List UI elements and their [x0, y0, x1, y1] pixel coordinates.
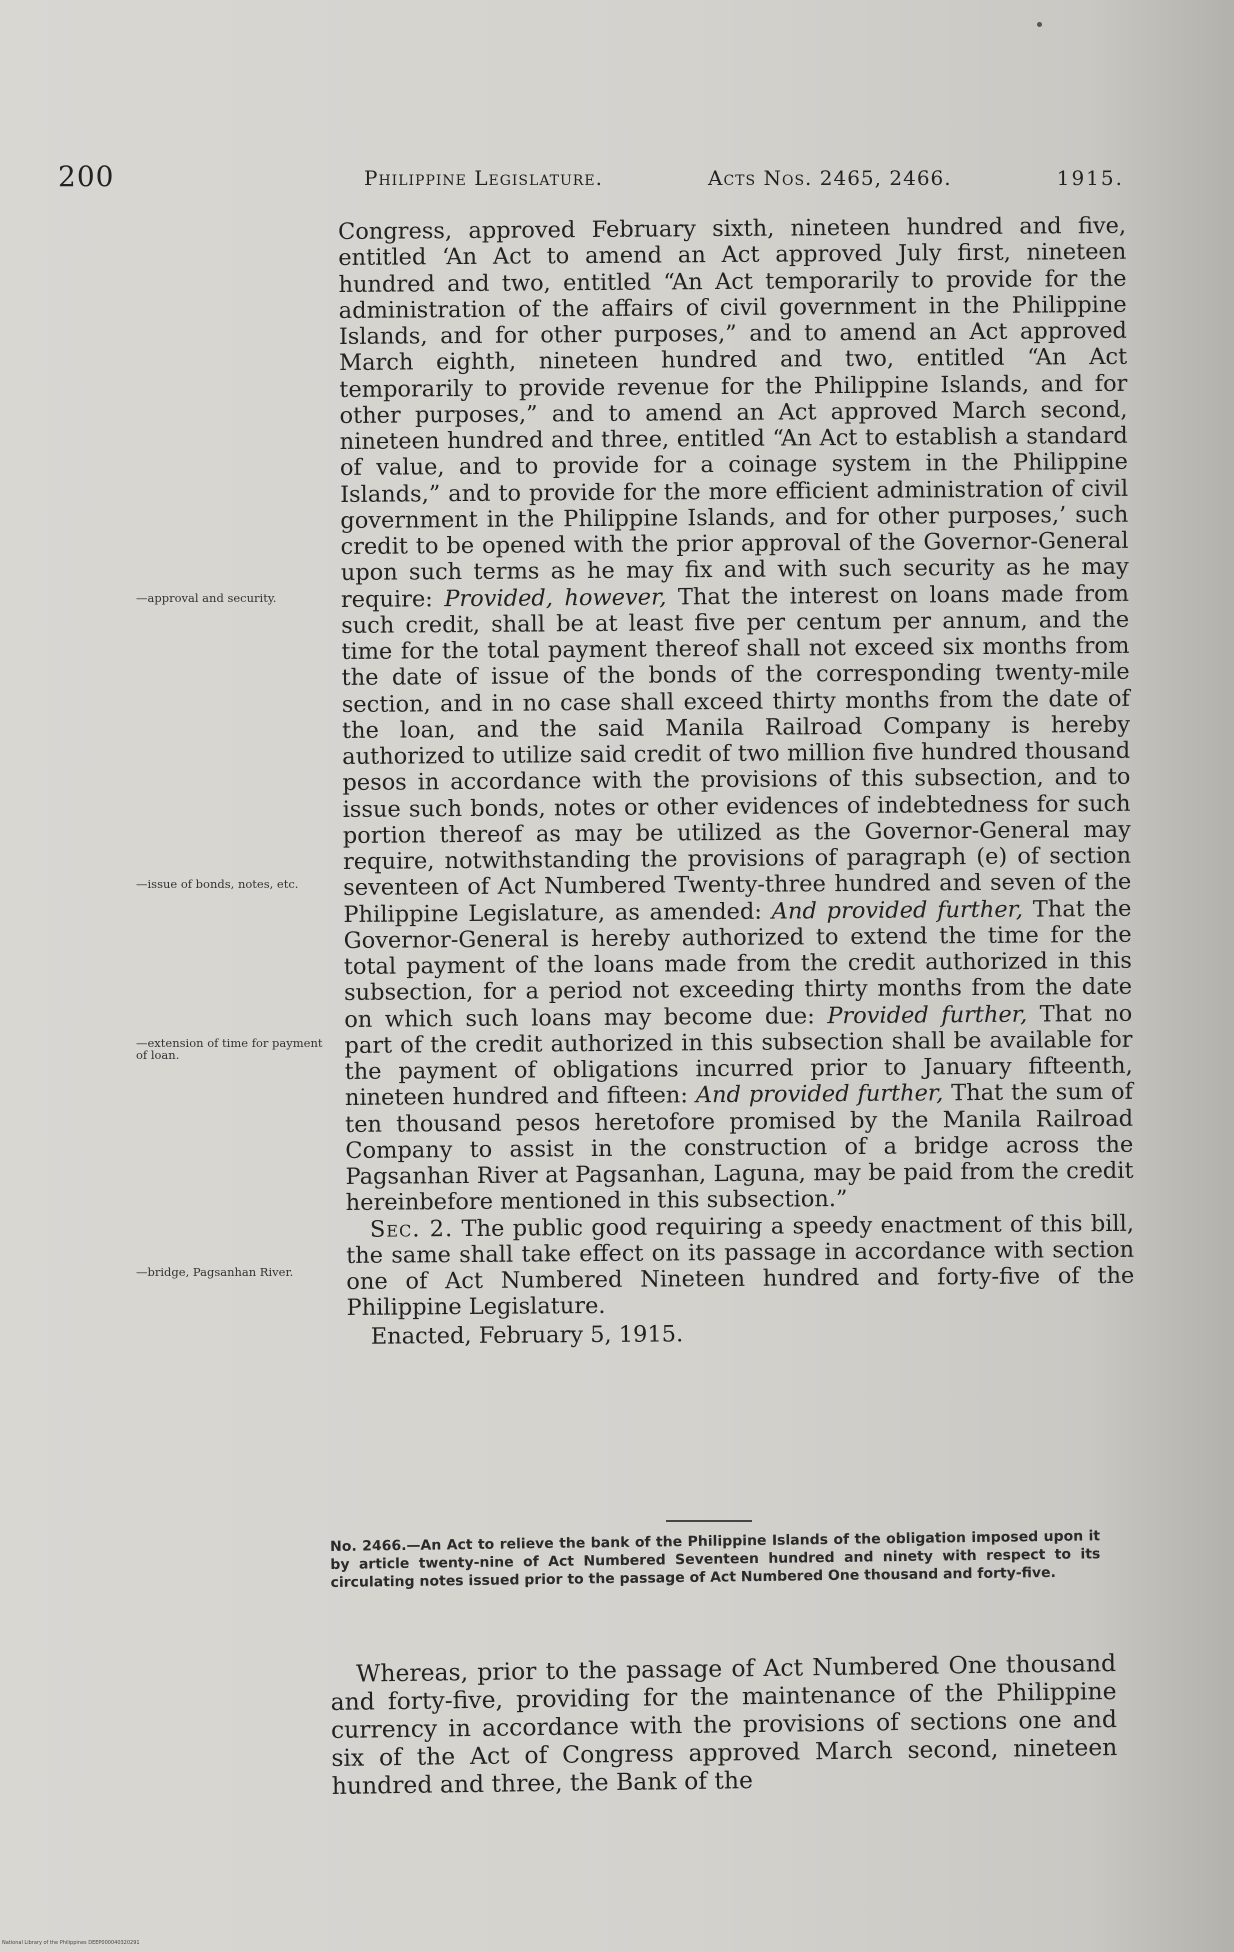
main-text: [338, 213, 1135, 1350]
para-text: That the interest on loans made from such credit, shall be at least five per centum per annum, and the time for the total payment thereof shall not exceed six months from the date of issue of the bonds of the corresponding twenty-mile section, and in no case shall exceed thirty months from the date of the loan, and the said Manila Railroad Company is hereby authorized to utilize said credit of two million five hundred thousand pesos in accordance with the provisions of this subsection, and to issue such bonds, notes or other evidences of indebtedness for such portion thereof as may be utilized as the Governor-General may require, notwithstanding the provisions of paragraph (e) of section seventeen of Act Numbered Twenty-three hundred and seven of the Philippine Legislature, as amended:: [341, 580, 1132, 928]
proviso: And provided further,: [695, 1080, 944, 1109]
section-divider: [666, 1520, 752, 1522]
proviso: And provided further,: [771, 896, 1024, 925]
section-2: [346, 1210, 1135, 1321]
para-text: That the sum of ten thousand pesos heretofore promised by the Manila Railroad Company to assist in the construction of a bridge across the Pagsanhan River at Pagsanhan, Laguna, may be paid from the credit hereinbefore mentioned in this subsection.”: [345, 1079, 1134, 1217]
enacted-date: Enacted, February 5, 1915.: [370, 1320, 684, 1350]
running-head: [364, 166, 1124, 190]
act-2466-heading: No. 2466.—An Act to relieve the bank of the Philippine Islands of the obligation imposed upon it by article twenty-nine of Act Numbered Seventeen hundred and ninety with respect to its circulating notes issued prior to the passage of Act Numbered One thousand and forty-five.: [330, 1528, 1101, 1591]
section-label: Sec. 2.: [369, 1215, 454, 1243]
proviso: Provided further,: [827, 1001, 1028, 1029]
paper-speck: [1037, 22, 1042, 27]
running-head-title: Philippine Legislature.: [364, 166, 603, 190]
side-note-extension: —extension of time for payment of loan.: [136, 1036, 323, 1062]
para-text: Congress, approved February sixth, nineteen hundred and five, entitled ‘An Act to amend an Act approved July first, nineteen hundred and two, entitled “An Act temporarily to provide for the administration of the affairs of civil government in the Philippine Islands, and for other purposes,” and to amend an Act approved March eighth, nineteen hundred and two, entitled “An Act temporarily to provide revenue for the Philippine Islands, and for other purposes,” and to amend an Act approved March second, nineteen hundred and three, entitled “An Act to establish a standard of value, and to provide for a coinage system in the Philippine Islands,” and to provide for the more efficient administration of civil government in the Philippine Islands, and for other purposes,’ such credit to be opened with the prior approval of the Governor-General upon such terms as he may fix and with such security as he may require:: [338, 212, 1129, 613]
para-text: That no part of the credit authorized in this subsection shall be available for the payment of obligations incurred prior to January fifteenth, nineteen hundred and fifteen:: [344, 1000, 1133, 1112]
side-note-approval: —approval and security.: [136, 591, 277, 605]
proviso: Provided, however,: [444, 583, 667, 612]
running-head-year: 1915.: [1056, 166, 1124, 190]
side-note-bonds: —issue of bonds, notes, etc.: [136, 877, 299, 891]
side-note-bridge: —bridge, Pagsanhan River.: [136, 1265, 294, 1279]
running-head-acts: Acts Nos. 2465, 2466.: [708, 166, 952, 190]
library-stamp: National Library of the Philippines DEEP000040320291: [2, 1940, 140, 1946]
continued-paragraph: [338, 213, 1134, 1217]
page-number: 200: [58, 160, 115, 193]
whereas-paragraph: Whereas, prior to the passage of Act Numbered One thousand and forty-five, providing for the maintenance of the Philippine currency in accordance with the provisions of sections one and six of the Act of Congress approved March second, nineteen hundred and three, the Bank of the: [330, 1649, 1118, 1800]
section-text: The public good requiring a speedy enactment of this bill, the same shall take effect on its passage in accordance with section one of Act Numbered Nineteen hundred and forty-five of the Philippine Legislature.: [346, 1210, 1135, 1322]
para-text: That the Governor-General is hereby authorized to extend the time for the total payment of the loans made from the credit authorized in this subsection, for a period not exceeding thirty months from the date on which such loans may become due:: [343, 895, 1133, 1033]
